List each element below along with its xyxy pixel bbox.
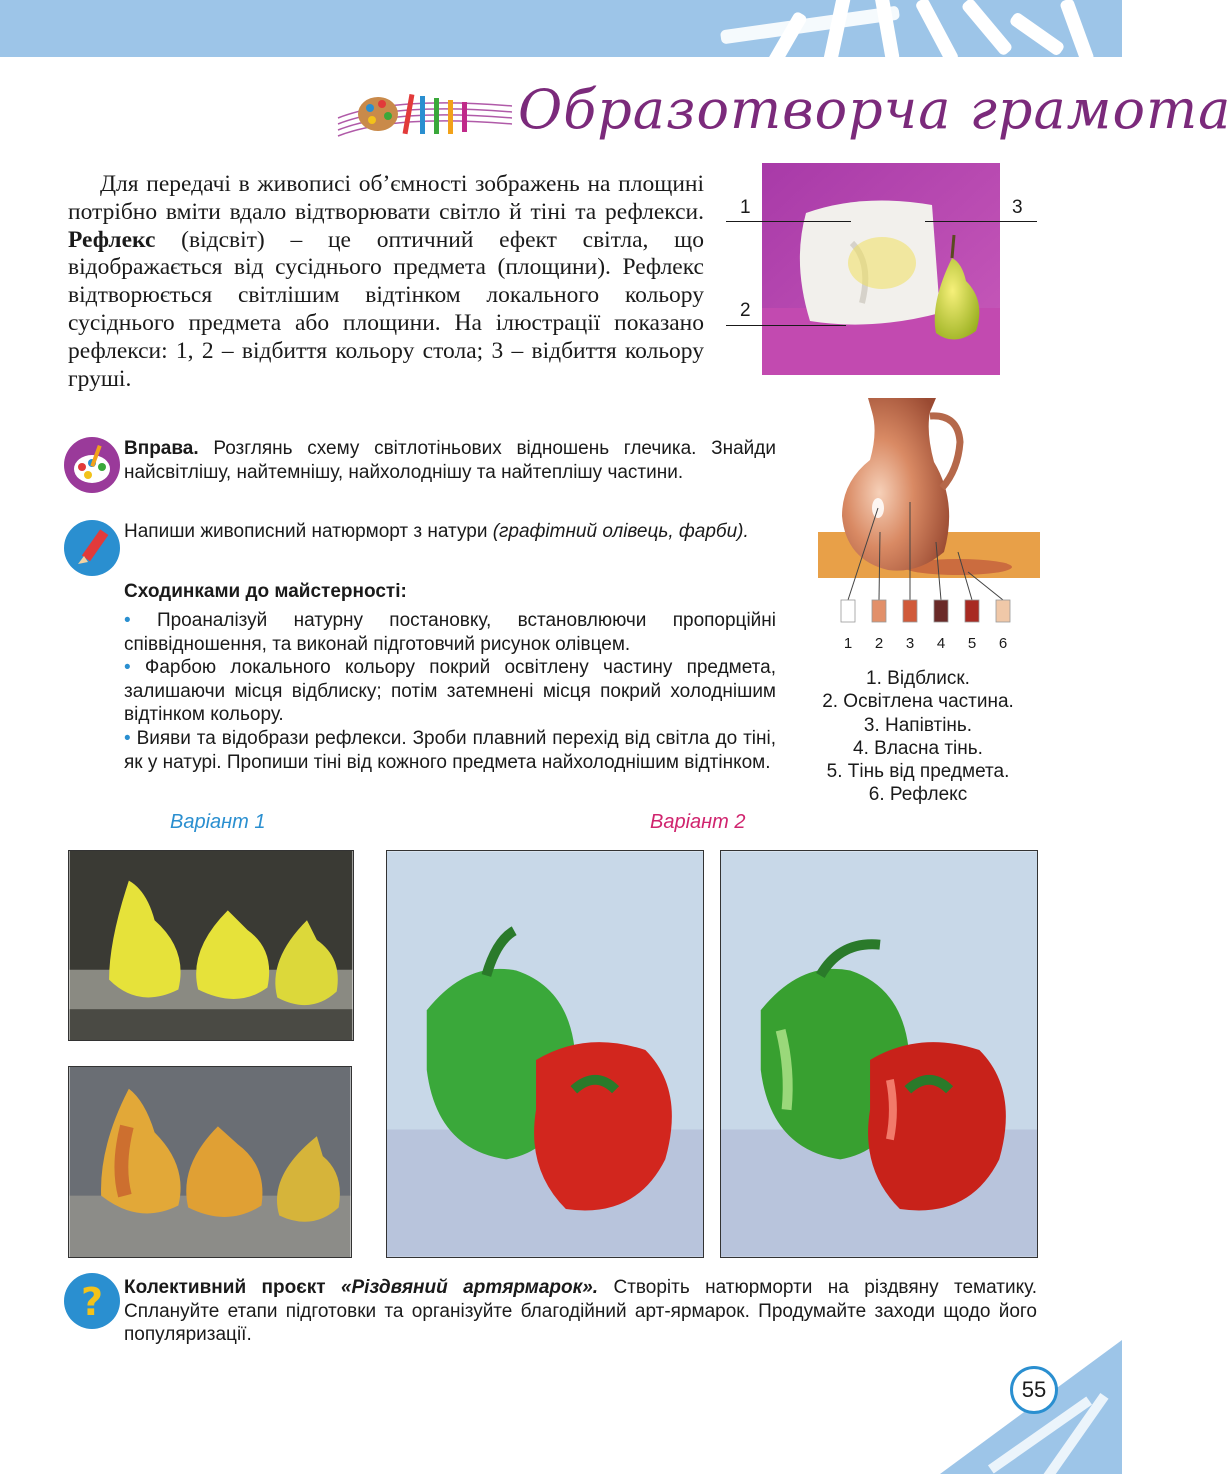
legend-item-3: 3. Напівтінь.	[863, 714, 973, 736]
steps-heading: Сходинками до майстерності:	[124, 581, 407, 602]
question-icon	[64, 1273, 120, 1329]
step-text-2: Фарбою локального кольору покрий освітлену частину предмета, залишаючи місця відблиску; потім затемнені місця покрий холоднішим відтінком кольору.	[124, 657, 776, 726]
top-decor-band	[0, 0, 1122, 57]
jug-shading-diagram	[818, 392, 1040, 657]
pears-painting-stage-2	[68, 1066, 352, 1258]
peppers-painting-stage-2	[720, 850, 1038, 1258]
project-text: Створіть натюрморти на різдвяну тематику. Сплануйте етапи підготовки та організуйте благодійний арт-ярмарок. Продумайте заходи щодо його популяризації.	[124, 1277, 1037, 1346]
legend-item-4: 4. Власна тінь.	[853, 737, 983, 759]
tone-number-4: 4	[936, 635, 946, 652]
tone-swatch-2	[872, 600, 886, 622]
intro-text-2: (відсвіт) – це оптичний ефект світла, що відображається від сусіднього предмета (площини). Рефлекс відтворюється світлішим відтінком локального кольору сусіднього предмета або площини. На ілюстрації показано рефлекси: 1, 2 – відбиття кольору стола; 3 – відбиття кольору груші.	[68, 226, 704, 392]
bullet-icon: •	[124, 610, 131, 631]
step-text-3: Вияви та відобрази рефлекси. Зроби плавний перехід від світла до тіні, як у натурі. Пропиши тіні від кожного предмета найхолоднішим відтінком.	[124, 727, 776, 773]
shading-legend	[796, 667, 1040, 807]
task-block	[124, 520, 776, 544]
task-materials: (графітний олівець, фарби).	[492, 521, 749, 542]
intro-paragraph	[68, 171, 704, 393]
legend-item-2: 2. Освітлена частина.	[822, 691, 1014, 713]
intro-text-1: Для передачі в живописі об’ємності зображень на площині потрібно вміти вдало відтворювати світло й тіні та рефлекси.	[68, 171, 704, 225]
bullet-icon: •	[124, 727, 131, 749]
tone-number-3: 3	[905, 635, 915, 652]
reflex-label-2: 2	[740, 300, 751, 321]
exercise-label: Вправа.	[124, 438, 199, 459]
project-block	[124, 1276, 1037, 1347]
pointer-line-2	[726, 325, 846, 326]
tone-number-2: 2	[874, 635, 884, 652]
page-number: 55	[1010, 1366, 1058, 1414]
legend-item-5: 5. Тінь від предмета.	[826, 761, 1010, 783]
tone-swatch-4	[934, 600, 948, 622]
bullet-icon: •	[124, 657, 131, 679]
reflex-label-1: 1	[740, 197, 751, 218]
svg-text:?: ?	[80, 1280, 104, 1324]
legend-item-1: 1. Відблиск.	[866, 668, 970, 689]
tone-swatch-3	[903, 600, 917, 622]
reflex-label-3: 3	[1012, 197, 1023, 218]
exercise-block	[124, 437, 776, 484]
variant-1-label: Варіант 1	[170, 811, 266, 833]
palette-deco-icon	[334, 86, 514, 148]
step-item-3	[124, 727, 776, 774]
peppers-painting-stage-1	[386, 850, 704, 1258]
tone-swatch-1	[841, 600, 855, 622]
task-text: Напиши живописний натюрморт з натури	[124, 521, 493, 542]
section-title: Образотворча грамота	[518, 78, 1231, 141]
project-name: «Різдвяний артярмарок».	[340, 1277, 599, 1298]
step-text-1: Проаналізуй натурну постановку, встановлюючи пропорційні співвідношення, та виконай підготовчий рисунок олівцем.	[124, 610, 776, 655]
exercise-text: Розглянь схему світлотіньових відношень глечика. Знайди найсвітлішу, найтемнішу, найхолоднішу та найтеплішу частини.	[124, 438, 776, 483]
tone-swatch-5	[965, 600, 979, 622]
legend-item-6: 6. Рефлекс	[868, 784, 968, 806]
tone-number-6: 6	[998, 635, 1008, 652]
tone-swatch-6	[996, 600, 1010, 622]
term-reflex: Рефлекс	[68, 226, 156, 253]
variant-2-label: Варіант 2	[650, 811, 746, 833]
pointer-line-1	[726, 221, 851, 222]
palette-icon	[64, 437, 120, 493]
tone-number-5: 5	[967, 635, 977, 652]
reflex-illustration	[762, 163, 1000, 375]
pears-painting-stage-1	[68, 850, 354, 1041]
project-label: Колективний проєкт	[124, 1277, 341, 1298]
pointer-line-3	[925, 221, 1037, 222]
step-item-2	[124, 656, 776, 727]
step-item-1	[124, 609, 776, 656]
steps-list	[124, 609, 776, 774]
tone-number-1: 1	[843, 635, 853, 652]
pencil-icon	[64, 520, 120, 576]
